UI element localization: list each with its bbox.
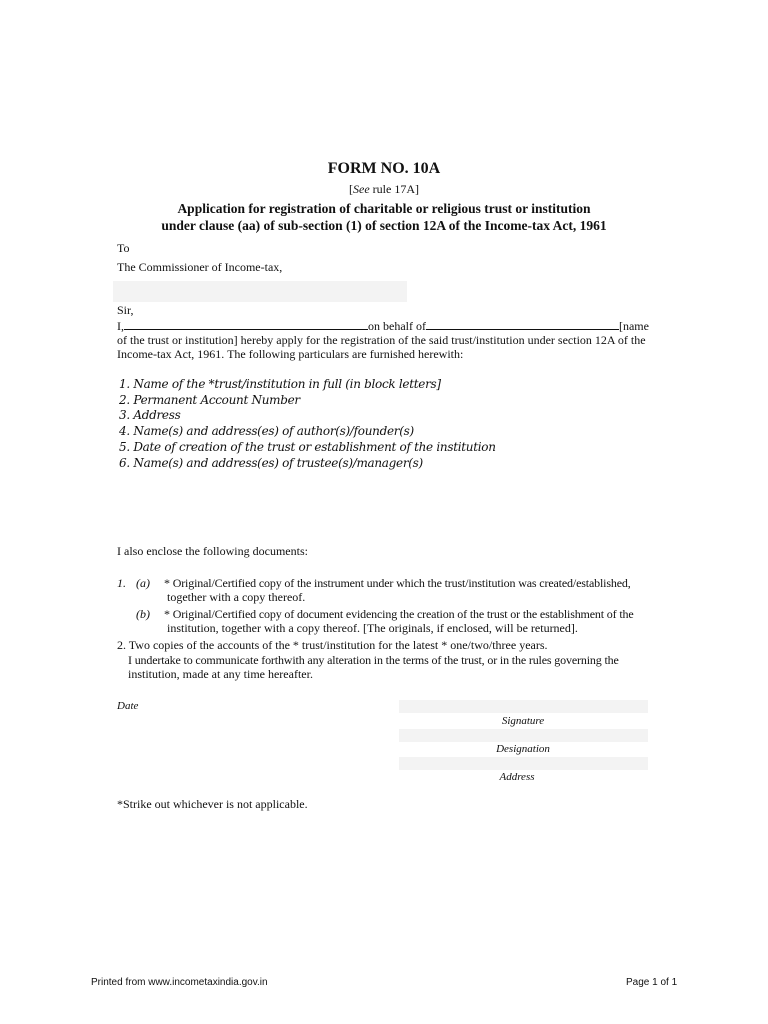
footer-page-number: Page 1 of 1 [626,977,678,988]
applicant-name-field[interactable] [124,318,368,330]
recipient-line: The Commissioner of Income-tax, [117,260,283,274]
designation-field[interactable] [399,729,648,742]
particulars-list [119,377,496,471]
address-field[interactable] [399,757,648,770]
date-label: Date [117,700,139,712]
to-label: To [117,241,130,255]
enclosure-item1b-line2: institution, together with a copy thereof. [The originals, if enclosed, will be returned]. [167,621,578,635]
list-item: 5. Date of creation of the trust or establishment of the institution [119,439,496,454]
letter-line2: of the trust or institution] hereby apply for the registration of the said trust/institution under section 12A of the [117,333,646,347]
form-heading-line2: under clause (aa) of sub-section (1) of section 12A of the Income-tax Act, 1961 [161,218,607,233]
form-title: FORM NO. 10A [327,160,441,177]
list-item: 4. Name(s) and address(es) of author(s)/founder(s) [119,424,414,439]
strike-out-note: *Strike out whichever is not applicable. [117,797,308,811]
undertaking-line1: I undertake to communicate forthwith any alteration in the terms of the trust, or in the rules governing the [128,653,619,667]
enclosure-item1a-label: (a) [136,576,150,590]
designation-label: Designation [496,743,550,755]
list-item: 2. Permanent Account Number [119,392,300,407]
applicant-line: I, on behalf of [name [117,319,649,333]
enclosures-intro: I also enclose the following documents: [117,544,308,558]
list-item: 3. Address [119,408,181,423]
footer-source: Printed from www.incometaxindia.gov.in [91,977,268,988]
enclosure-item1b-label: (b) [136,607,150,621]
enclosure-item1a-line2: together with a copy thereof. [167,590,306,604]
see-word: See [353,182,370,196]
signature-label: Signature [501,715,545,727]
enclosure-item2: 2. Two copies of the accounts of the * trust/institution for the latest * one/two/three years. [117,638,548,652]
form-rule-reference: [See rule 17A] [349,182,419,196]
undertaking-line2: institution, made at any time hereafter. [128,667,313,681]
address-label: Address [499,771,535,783]
form-heading-line1: Application for registration of charitable or religious trust or institution [177,201,591,216]
salutation: Sir, [117,303,134,317]
list-item: 1. Name of the *trust/institution in full (in block letters] [119,377,441,391]
list-item: 6. Name(s) and address(es) of trustee(s)/manager(s) [119,455,423,470]
recipient-address-field[interactable] [113,281,407,302]
enclosure-item1b-line1: * Original/Certified copy of document evidencing the creation of the trust or the establishment of the [164,607,634,621]
trust-name-field[interactable] [426,318,619,330]
enclosure-item1a-line1: * Original/Certified copy of the instrument under which the trust/institution was created/established, [164,576,631,590]
letter-line3: Income-tax Act, 1961. The following particulars are furnished herewith: [117,347,464,361]
signature-field[interactable] [399,700,648,713]
enclosure-item1-number: 1. [117,576,126,590]
